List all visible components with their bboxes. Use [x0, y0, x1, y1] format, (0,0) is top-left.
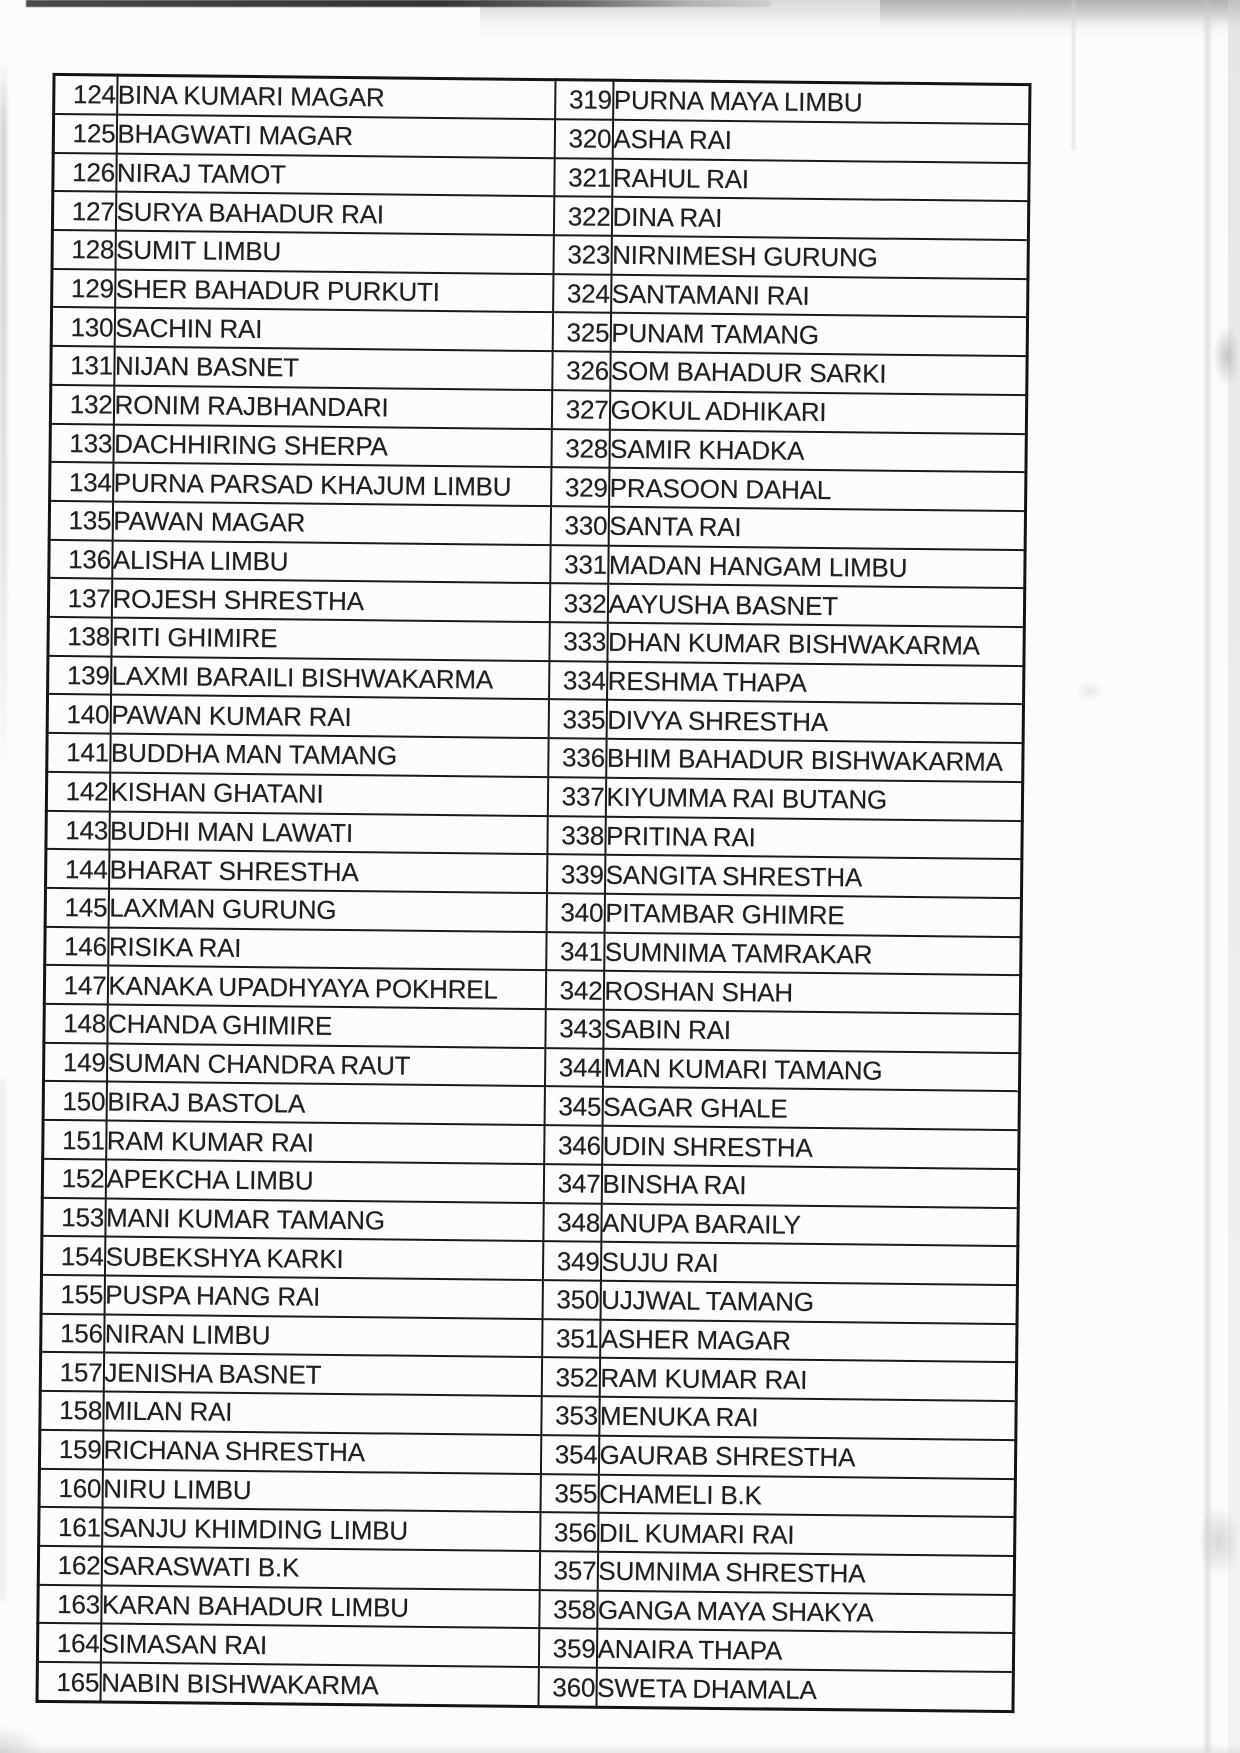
row-number-left: 160	[39, 1468, 102, 1507]
row-number-left: 136	[49, 540, 112, 579]
row-number-left: 153	[42, 1197, 105, 1236]
row-name-left: PAWAN KUMAR RAI	[110, 695, 548, 738]
row-name-left: SARASWATI B.K	[101, 1546, 539, 1589]
scan-shadow-top-right	[880, 0, 1240, 28]
row-name-right: SANGITA SHRESTHA	[604, 855, 1021, 898]
row-name-left: LAXMAN GURUNG	[108, 889, 546, 932]
row-number-left: 134	[50, 462, 113, 501]
row-number-left: 146	[45, 927, 108, 966]
row-name-left: RONIM RAJBHANDARI	[113, 385, 551, 428]
row-name-right: SUJU RAI	[600, 1242, 1017, 1285]
row-name-left: SIMASAN RAI	[100, 1624, 538, 1667]
row-name-left: NIRU LIMBU	[102, 1469, 540, 1512]
row-name-right: UJJWAL TAMANG	[600, 1281, 1017, 1324]
row-number-left: 128	[52, 230, 115, 269]
row-name-right: SAMIR KHADKA	[609, 429, 1026, 472]
row-name-right: MAN KUMARI TAMANG	[602, 1049, 1019, 1092]
row-name-right: DINA RAI	[611, 197, 1028, 240]
row-name-left: BUDDHA MAN TAMANG	[110, 734, 548, 777]
row-number-right: 320	[554, 119, 612, 158]
row-number-left: 149	[44, 1043, 107, 1082]
row-name-left: DACHHIRING SHERPA	[113, 424, 551, 467]
row-name-right: AAYUSHA BASNET	[607, 584, 1024, 627]
row-number-left: 140	[47, 694, 110, 733]
row-name-left: SUMAN CHANDRA RAUT	[106, 1043, 544, 1086]
scan-smudge-right-upper	[1213, 325, 1240, 387]
row-name-right: MENUKA RAI	[599, 1397, 1016, 1440]
row-number-right: 333	[549, 622, 607, 661]
row-name-left: BUDHI MAN LAWATI	[109, 811, 547, 854]
row-name-right: DIL KUMARI RAI	[598, 1513, 1015, 1556]
row-name-left: KISHAN GHATANI	[109, 772, 547, 815]
row-name-left: LAXMI BARAILI BISHWAKARMA	[111, 656, 549, 699]
row-name-right: KIYUMMA RAI BUTANG	[605, 778, 1022, 821]
row-name-right: ASHER MAGAR	[600, 1319, 1017, 1362]
row-number-left: 143	[46, 810, 109, 849]
row-number-right: 321	[554, 158, 612, 197]
row-number-right: 355	[540, 1474, 598, 1513]
row-name-left: RICHANA SHRESTHA	[102, 1430, 540, 1473]
row-number-right: 344	[544, 1048, 602, 1087]
row-number-right: 359	[538, 1628, 596, 1667]
row-number-left: 142	[46, 772, 109, 811]
row-name-right: SUMNIMA SHRESTHA	[597, 1552, 1014, 1595]
row-number-left: 147	[44, 965, 107, 1004]
row-number-right: 348	[543, 1203, 601, 1242]
row-name-left: BHARAT SHRESTHA	[109, 850, 547, 893]
row-number-left: 135	[49, 501, 112, 540]
scan-strip-right-edge	[1228, 0, 1240, 1753]
row-number-right: 324	[553, 274, 611, 313]
row-number-left: 155	[41, 1275, 104, 1314]
row-name-left: BHAGWATI MAGAR	[116, 114, 554, 157]
row-name-left: MILAN RAI	[103, 1392, 541, 1435]
row-number-left: 132	[50, 385, 113, 424]
row-name-left: SURYA BAHADUR RAI	[115, 192, 553, 235]
roster-table	[35, 73, 1031, 1713]
row-number-right: 331	[550, 545, 608, 584]
row-number-left: 145	[45, 888, 108, 927]
row-name-right: GANGA MAYA SHAKYA	[597, 1590, 1014, 1633]
row-number-right: 334	[549, 661, 607, 700]
row-number-right: 337	[547, 777, 605, 816]
scan-line-right-margin	[1205, 0, 1210, 1753]
row-number-right: 342	[545, 970, 603, 1009]
row-name-right: ANAIRA THAPA	[596, 1629, 1013, 1672]
row-number-right: 319	[555, 80, 613, 120]
row-number-right: 354	[540, 1435, 598, 1474]
row-name-left: NABIN BISHWAKARMA	[100, 1663, 538, 1707]
row-number-right: 339	[546, 854, 604, 893]
row-name-left: NIRAN LIMBU	[104, 1314, 542, 1357]
row-number-left: 165	[37, 1662, 100, 1702]
row-name-right: RESHMA THAPA	[607, 661, 1024, 704]
row-name-right: RAHUL RAI	[612, 158, 1029, 201]
row-number-left: 141	[47, 733, 110, 772]
row-name-right: BINSHA RAI	[601, 1165, 1018, 1208]
row-number-left: 150	[43, 1081, 106, 1120]
row-name-right: PURNA MAYA LIMBU	[613, 80, 1030, 124]
row-name-left: NIJAN BASNET	[114, 347, 552, 390]
row-number-left: 127	[52, 191, 115, 230]
row-name-right: SOM BAHADUR SARKI	[610, 352, 1027, 395]
row-number-right: 336	[548, 738, 606, 777]
row-number-left: 154	[41, 1236, 104, 1275]
row-name-right: DHAN KUMAR BISHWAKARMA	[607, 623, 1024, 666]
row-number-right: 341	[546, 932, 604, 971]
row-number-right: 351	[542, 1319, 600, 1358]
row-number-left: 151	[43, 1120, 106, 1159]
row-name-right: PRASOON DAHAL	[609, 468, 1026, 511]
scan-smudge-right-lower	[1198, 1505, 1240, 1577]
row-name-left: SANJU KHIMDING LIMBU	[102, 1508, 540, 1551]
row-name-left: ROJESH SHRESTHA	[111, 579, 549, 622]
row-name-left: SUBEKSHYA KARKI	[104, 1237, 542, 1280]
row-number-left: 137	[48, 578, 111, 617]
row-number-right: 327	[551, 390, 609, 429]
row-number-right: 360	[538, 1667, 596, 1707]
row-number-right: 338	[547, 816, 605, 855]
row-name-left: JENISHA BASNET	[103, 1353, 541, 1396]
scan-streak-left-edge	[0, 60, 7, 780]
row-name-right: SANTAMANI RAI	[611, 274, 1028, 317]
row-number-left: 126	[53, 153, 116, 192]
row-number-right: 343	[545, 1009, 603, 1048]
row-name-right: GOKUL ADHIKARI	[609, 391, 1026, 434]
row-name-right: SUMNIMA TAMRAKAR	[604, 932, 1021, 975]
row-name-right: ANUPA BARAILY	[601, 1203, 1018, 1246]
row-name-left: APEKCHA LIMBU	[105, 1159, 543, 1202]
row-number-right: 357	[539, 1551, 597, 1590]
row-name-left: CHANDA GHIMIRE	[107, 1005, 545, 1048]
row-number-left: 157	[40, 1352, 103, 1391]
row-number-left: 138	[48, 617, 111, 656]
row-number-right: 356	[540, 1512, 598, 1551]
row-number-left: 130	[51, 307, 114, 346]
row-number-left: 156	[41, 1314, 104, 1353]
row-name-left: RISIKA RAI	[108, 927, 546, 970]
row-name-left: SUMIT LIMBU	[115, 231, 553, 274]
row-number-left: 148	[44, 1004, 107, 1043]
row-number-left: 163	[38, 1584, 101, 1623]
scan-smudge-right-middle	[1075, 680, 1105, 702]
row-name-right: BHIM BAHADUR BISHWAKARMA	[606, 739, 1023, 782]
row-name-right: RAM KUMAR RAI	[599, 1358, 1016, 1401]
row-number-right: 346	[544, 1125, 602, 1164]
row-number-right: 345	[544, 1087, 602, 1126]
row-name-right: SABIN RAI	[603, 1010, 1020, 1053]
row-number-right: 330	[550, 506, 608, 545]
row-number-left: 161	[39, 1507, 102, 1546]
row-number-right: 323	[553, 235, 611, 274]
row-number-right: 335	[548, 700, 606, 739]
scan-shade-bottom-edge	[0, 1744, 1240, 1753]
row-number-right: 358	[539, 1590, 597, 1629]
row-number-right: 332	[549, 583, 607, 622]
scan-streak-left-lower	[0, 1080, 5, 1600]
row-name-left: BIRAJ BASTOLA	[106, 1082, 544, 1125]
row-number-right: 328	[551, 429, 609, 468]
row-number-right: 347	[543, 1164, 601, 1203]
row-number-left: 164	[37, 1623, 100, 1662]
scan-shadow-top	[480, 0, 1240, 40]
row-name-left: PURNA PARSAD KHAJUM LIMBU	[113, 463, 551, 506]
row-name-left: KANAKA UPADHYAYA POKHREL	[107, 966, 545, 1009]
row-name-left: PAWAN MAGAR	[112, 501, 550, 544]
row-name-right: SANTA RAI	[608, 507, 1025, 550]
row-number-left: 139	[48, 656, 111, 695]
row-number-right: 350	[542, 1280, 600, 1319]
row-name-left: NIRAJ TAMOT	[116, 153, 554, 196]
row-number-right: 353	[541, 1396, 599, 1435]
row-number-right: 325	[552, 313, 610, 352]
row-name-right: MADAN HANGAM LIMBU	[608, 545, 1025, 588]
roster-body	[37, 74, 1030, 1711]
row-name-left: RITI GHIMIRE	[111, 618, 549, 661]
scan-shadow-bottom-left	[0, 1726, 42, 1753]
row-name-right: PRITINA RAI	[605, 816, 1022, 859]
row-name-left: KARAN BAHADUR LIMBU	[101, 1585, 539, 1628]
row-number-right: 349	[542, 1241, 600, 1280]
row-name-right: GAURAB SHRESTHA	[598, 1436, 1015, 1479]
row-number-left: 159	[39, 1430, 102, 1469]
row-number-right: 322	[553, 196, 611, 235]
row-name-left: SACHIN RAI	[114, 308, 552, 351]
scan-edge-top-dark-bar	[26, 0, 771, 7]
row-number-left: 144	[46, 849, 109, 888]
row-name-left: SHER BAHADUR PURKUTI	[115, 269, 553, 312]
row-name-right: ROSHAN SHAH	[603, 971, 1020, 1014]
row-number-left: 131	[51, 346, 114, 385]
row-number-left: 133	[50, 423, 113, 462]
row-number-left: 125	[53, 114, 116, 153]
row-name-right: ASHA RAI	[612, 120, 1029, 163]
scan-line-top-right	[1072, 0, 1075, 150]
row-name-left: BINA KUMARI MAGAR	[117, 75, 555, 119]
row-name-right: PUNAM TAMANG	[610, 313, 1027, 356]
row-name-right: SAGAR GHALE	[602, 1087, 1019, 1130]
row-number-left: 129	[52, 269, 115, 308]
row-number-right: 326	[552, 351, 610, 390]
row-name-left: ALISHA LIMBU	[112, 540, 550, 583]
row-number-left: 124	[54, 74, 117, 114]
row-name-right: PITAMBAR GHIMRE	[604, 894, 1021, 937]
row-name-right: SWETA DHAMALA	[596, 1668, 1013, 1712]
row-number-left: 152	[42, 1159, 105, 1198]
row-name-right: UDIN SHRESTHA	[602, 1126, 1019, 1169]
row-name-left: MANI KUMAR TAMANG	[105, 1198, 543, 1241]
row-number-right: 352	[541, 1358, 599, 1397]
row-name-right: CHAMELI B.K	[598, 1474, 1015, 1517]
row-number-left: 158	[40, 1391, 103, 1430]
row-name-right: NIRNIMESH GURUNG	[611, 236, 1028, 279]
row-name-left: RAM KUMAR RAI	[106, 1121, 544, 1164]
row-name-right: DIVYA SHRESTHA	[606, 700, 1023, 743]
row-number-left: 162	[38, 1546, 101, 1585]
row-name-left: PUSPA HANG RAI	[104, 1276, 542, 1319]
row-number-right: 329	[551, 467, 609, 506]
row-number-right: 340	[546, 893, 604, 932]
